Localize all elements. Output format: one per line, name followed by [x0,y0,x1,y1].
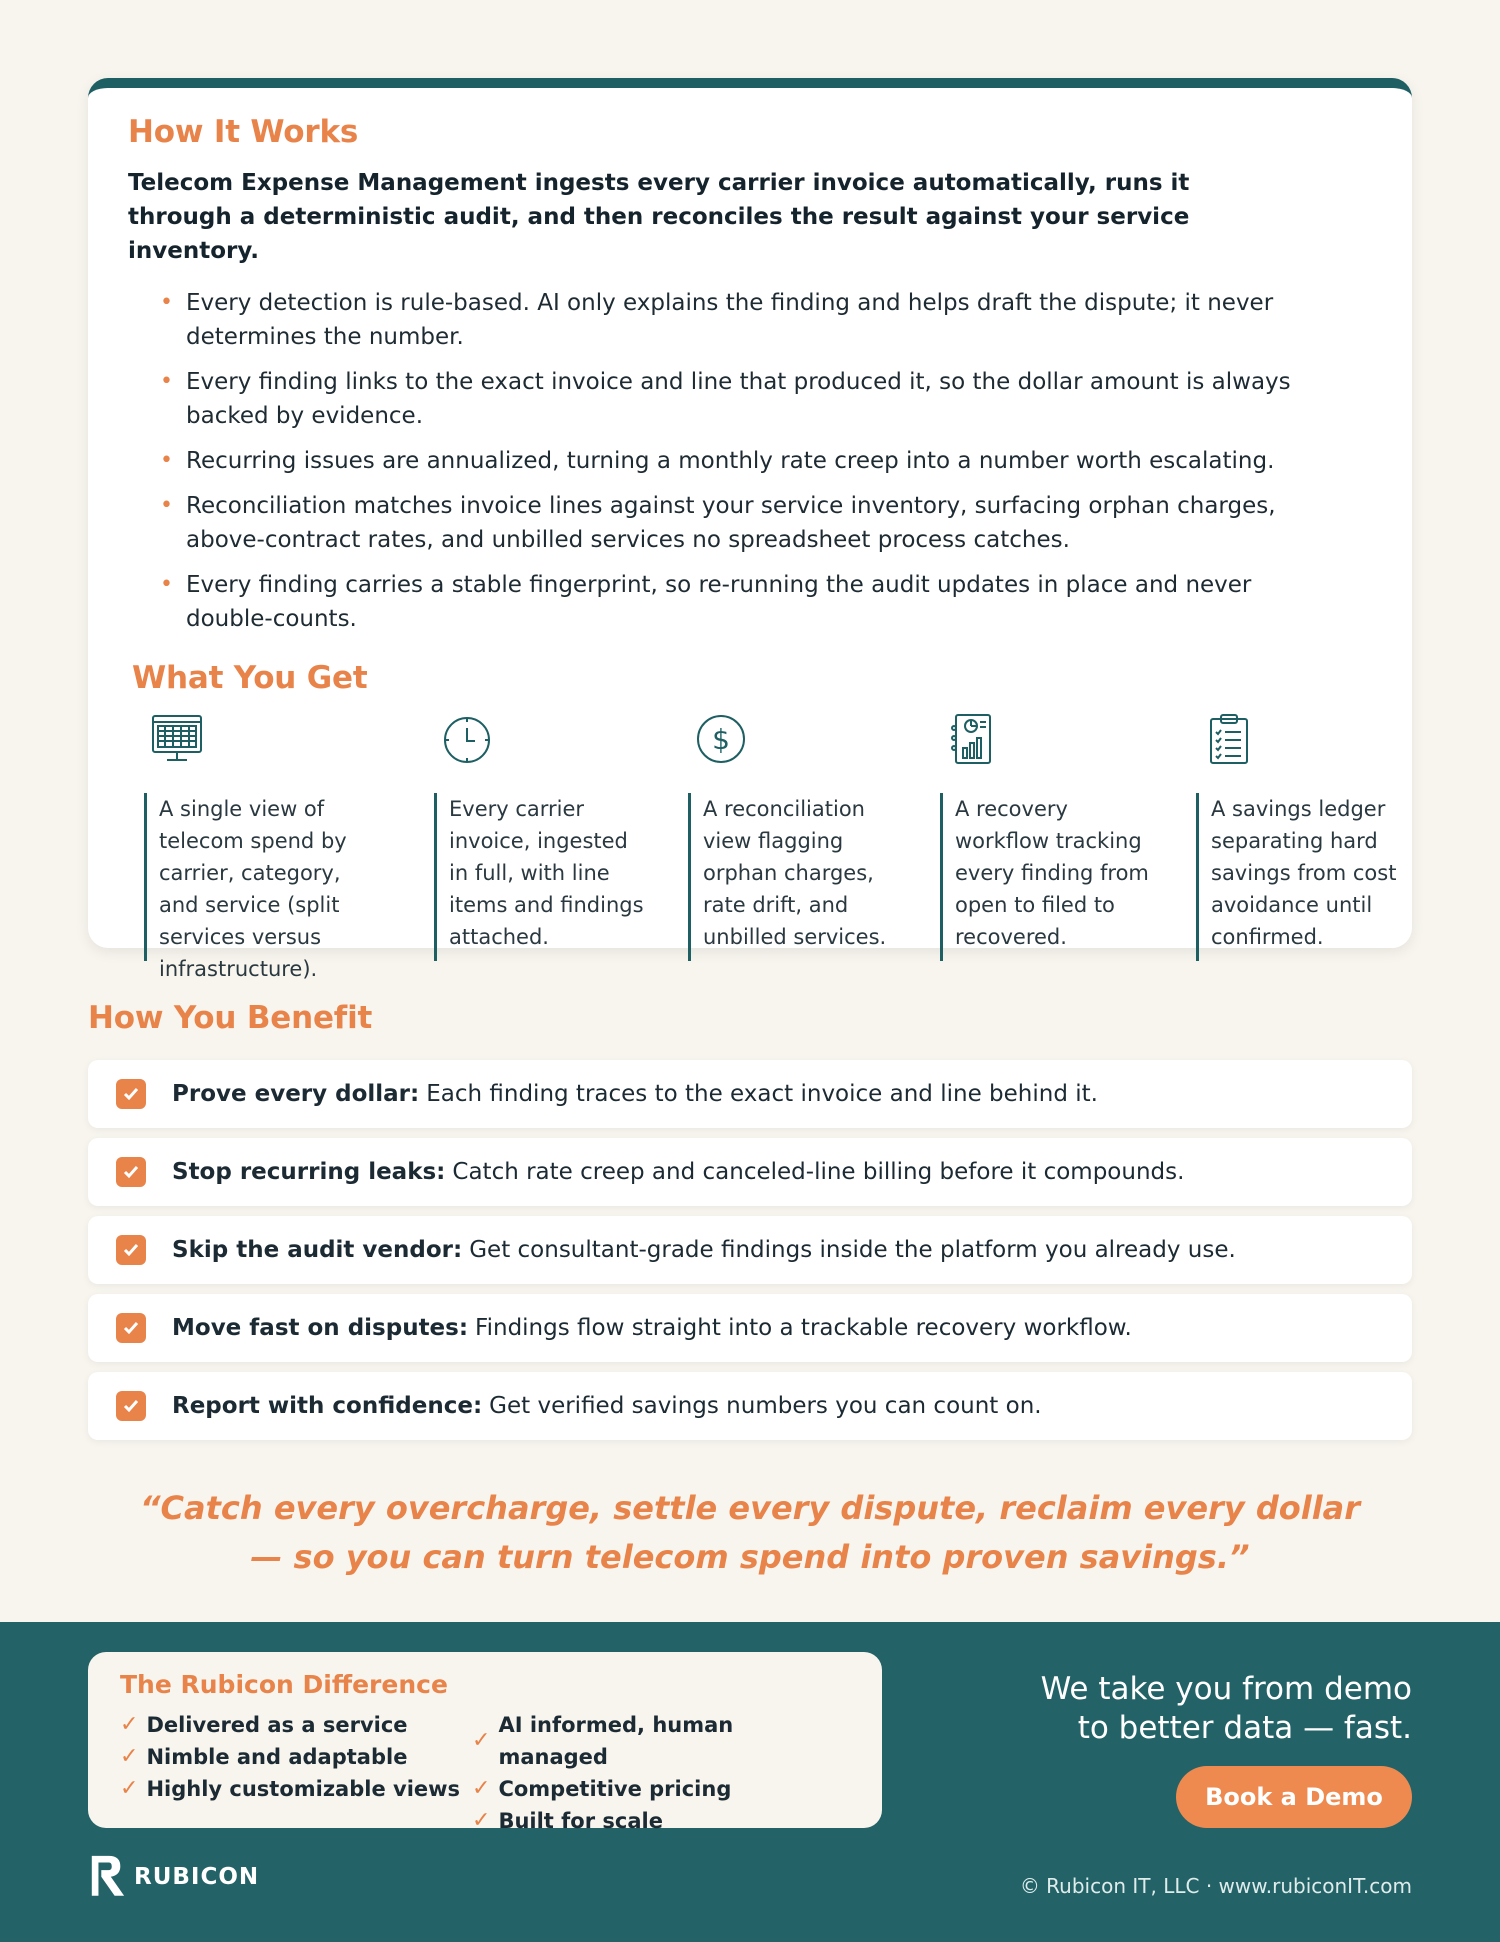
feature-item [1196,712,1406,961]
feature-text: A recovery workflow tracking every finding from open to filed to recovered. [940,793,1160,961]
difference-item: ✓ AI informed, human managed [472,1713,734,1769]
feature-text: Every carrier invoice, ingested in full, with line items and findings attached. [434,793,649,961]
benefit-item [88,1138,1412,1206]
feature-item [434,712,649,961]
report-chart-icon [946,712,1000,766]
rubicon-logo-mark-icon [88,1854,130,1900]
difference-column-left [120,1709,472,1837]
quote-line: “Catch every overcharge, settle every dispute, reclaim every dollar [139,1489,1361,1527]
dollar-circle-icon [694,712,748,766]
checkbox-checked-icon [116,1391,146,1421]
benefit-text: Catch rate creep and canceled-line billing before it compounds. [452,1159,1185,1185]
feature-item [144,712,374,981]
how-it-works-bullets [160,286,1372,636]
clock-icon [440,712,494,766]
how-you-benefit-title: How You Benefit [88,1000,373,1036]
footer [0,1622,1500,1942]
rubicon-difference-box [88,1652,882,1833]
svg-text:$: $ [712,723,730,756]
benefit-item [88,1216,1412,1284]
copyright-text: © Rubicon IT, LLC · www.rubiconIT.com [1019,1874,1412,1898]
difference-item: ✓ Highly customizable views [120,1773,472,1805]
checkmark-icon: ✓ [472,1776,491,1801]
benefit-item [88,1060,1412,1128]
benefit-item [88,1294,1412,1362]
feature-text: A single view of telecom spend by carrier, category, and service (split services versus infrastructure). [144,793,374,961]
clipboard-list-icon [1202,712,1256,766]
feature-text: A savings ledger separating hard savings from cost avoidance until confirmed. [1196,793,1406,961]
benefit-label: Report with confidence: [172,1393,483,1419]
benefit-text: Findings flow straight into a trackable recovery workflow. [475,1315,1132,1341]
benefit-label: Stop recurring leaks: [172,1159,446,1185]
difference-title: The Rubicon Difference [120,1670,448,1699]
how-it-works-title: How It Works [128,114,359,150]
benefit-list [88,1060,1412,1450]
checkmark-icon: ✓ [120,1744,139,1769]
checkbox-checked-icon [116,1157,146,1187]
rubicon-logo [88,1854,259,1900]
how-it-works-intro: Telecom Expense Management ingests every carrier invoice automatically, runs it through a deterministic audit, and then reconciles the result against your service inventory. [128,170,1190,264]
bullet-item: • Reconciliation matches invoice lines against your service inventory, surfacing orphan charges, above-contract rates, and unbilled services no spreadsheet process catches. [160,489,1310,557]
checkbox-checked-icon [116,1235,146,1265]
bullet-item: • Every detection is rule-based. AI only explains the finding and helps draft the dispute; it never determines the number. [160,286,1310,354]
benefit-text: Each finding traces to the exact invoice and line behind it. [426,1081,1098,1107]
bullet-item: • Recurring issues are annualized, turning a monthly rate creep into a number worth escalating. [160,444,1310,478]
difference-item: ✓ Built for scale [472,1805,824,1837]
benefit-text: Get verified savings numbers you can count on. [489,1393,1042,1419]
difference-item: ✓ Competitive pricing [472,1773,824,1805]
checkbox-checked-icon [116,1079,146,1109]
how-it-works-card [88,78,1412,981]
difference-item: ✓ Delivered as a service [120,1709,472,1741]
book-demo-button[interactable]: Book a Demo [1176,1766,1412,1828]
bullet-item: • Every finding carries a stable fingerprint, so re-running the audit updates in place and never double-counts. [160,568,1310,636]
monitor-table-icon [150,712,204,766]
benefit-label: Move fast on disputes: [172,1315,469,1341]
feature-grid [128,712,1397,981]
logo-wordmark: RUBICON [134,1864,260,1890]
checkmark-icon: ✓ [472,1728,491,1753]
footer-tagline: We take you from demo to better data — fast. [1040,1671,1412,1746]
checkbox-checked-icon [116,1313,146,1343]
feature-item [940,712,1160,961]
benefit-label: Skip the audit vendor: [172,1237,463,1263]
pull-quote [88,1484,1412,1582]
quote-line: — so you can turn telecom spend into proven savings.” [250,1538,1250,1576]
what-you-get-title: What You Get [132,660,368,696]
checkmark-icon: ✓ [120,1776,139,1801]
feature-item [688,712,898,961]
checkmark-icon: ✓ [472,1808,491,1833]
bullet-item: • Every finding links to the exact invoice and line that produced it, so the dollar amount is always backed by evidence. [160,365,1310,433]
feature-text: A reconciliation view flagging orphan charges, rate drift, and unbilled services. [688,793,898,961]
benefit-text: Get consultant-grade findings inside the platform you already use. [469,1237,1236,1263]
benefit-label: Prove every dollar: [172,1081,420,1107]
difference-column-right [472,1709,824,1837]
benefit-item [88,1372,1412,1440]
difference-item: ✓ Nimble and adaptable [120,1741,472,1773]
checkmark-icon: ✓ [120,1712,139,1737]
